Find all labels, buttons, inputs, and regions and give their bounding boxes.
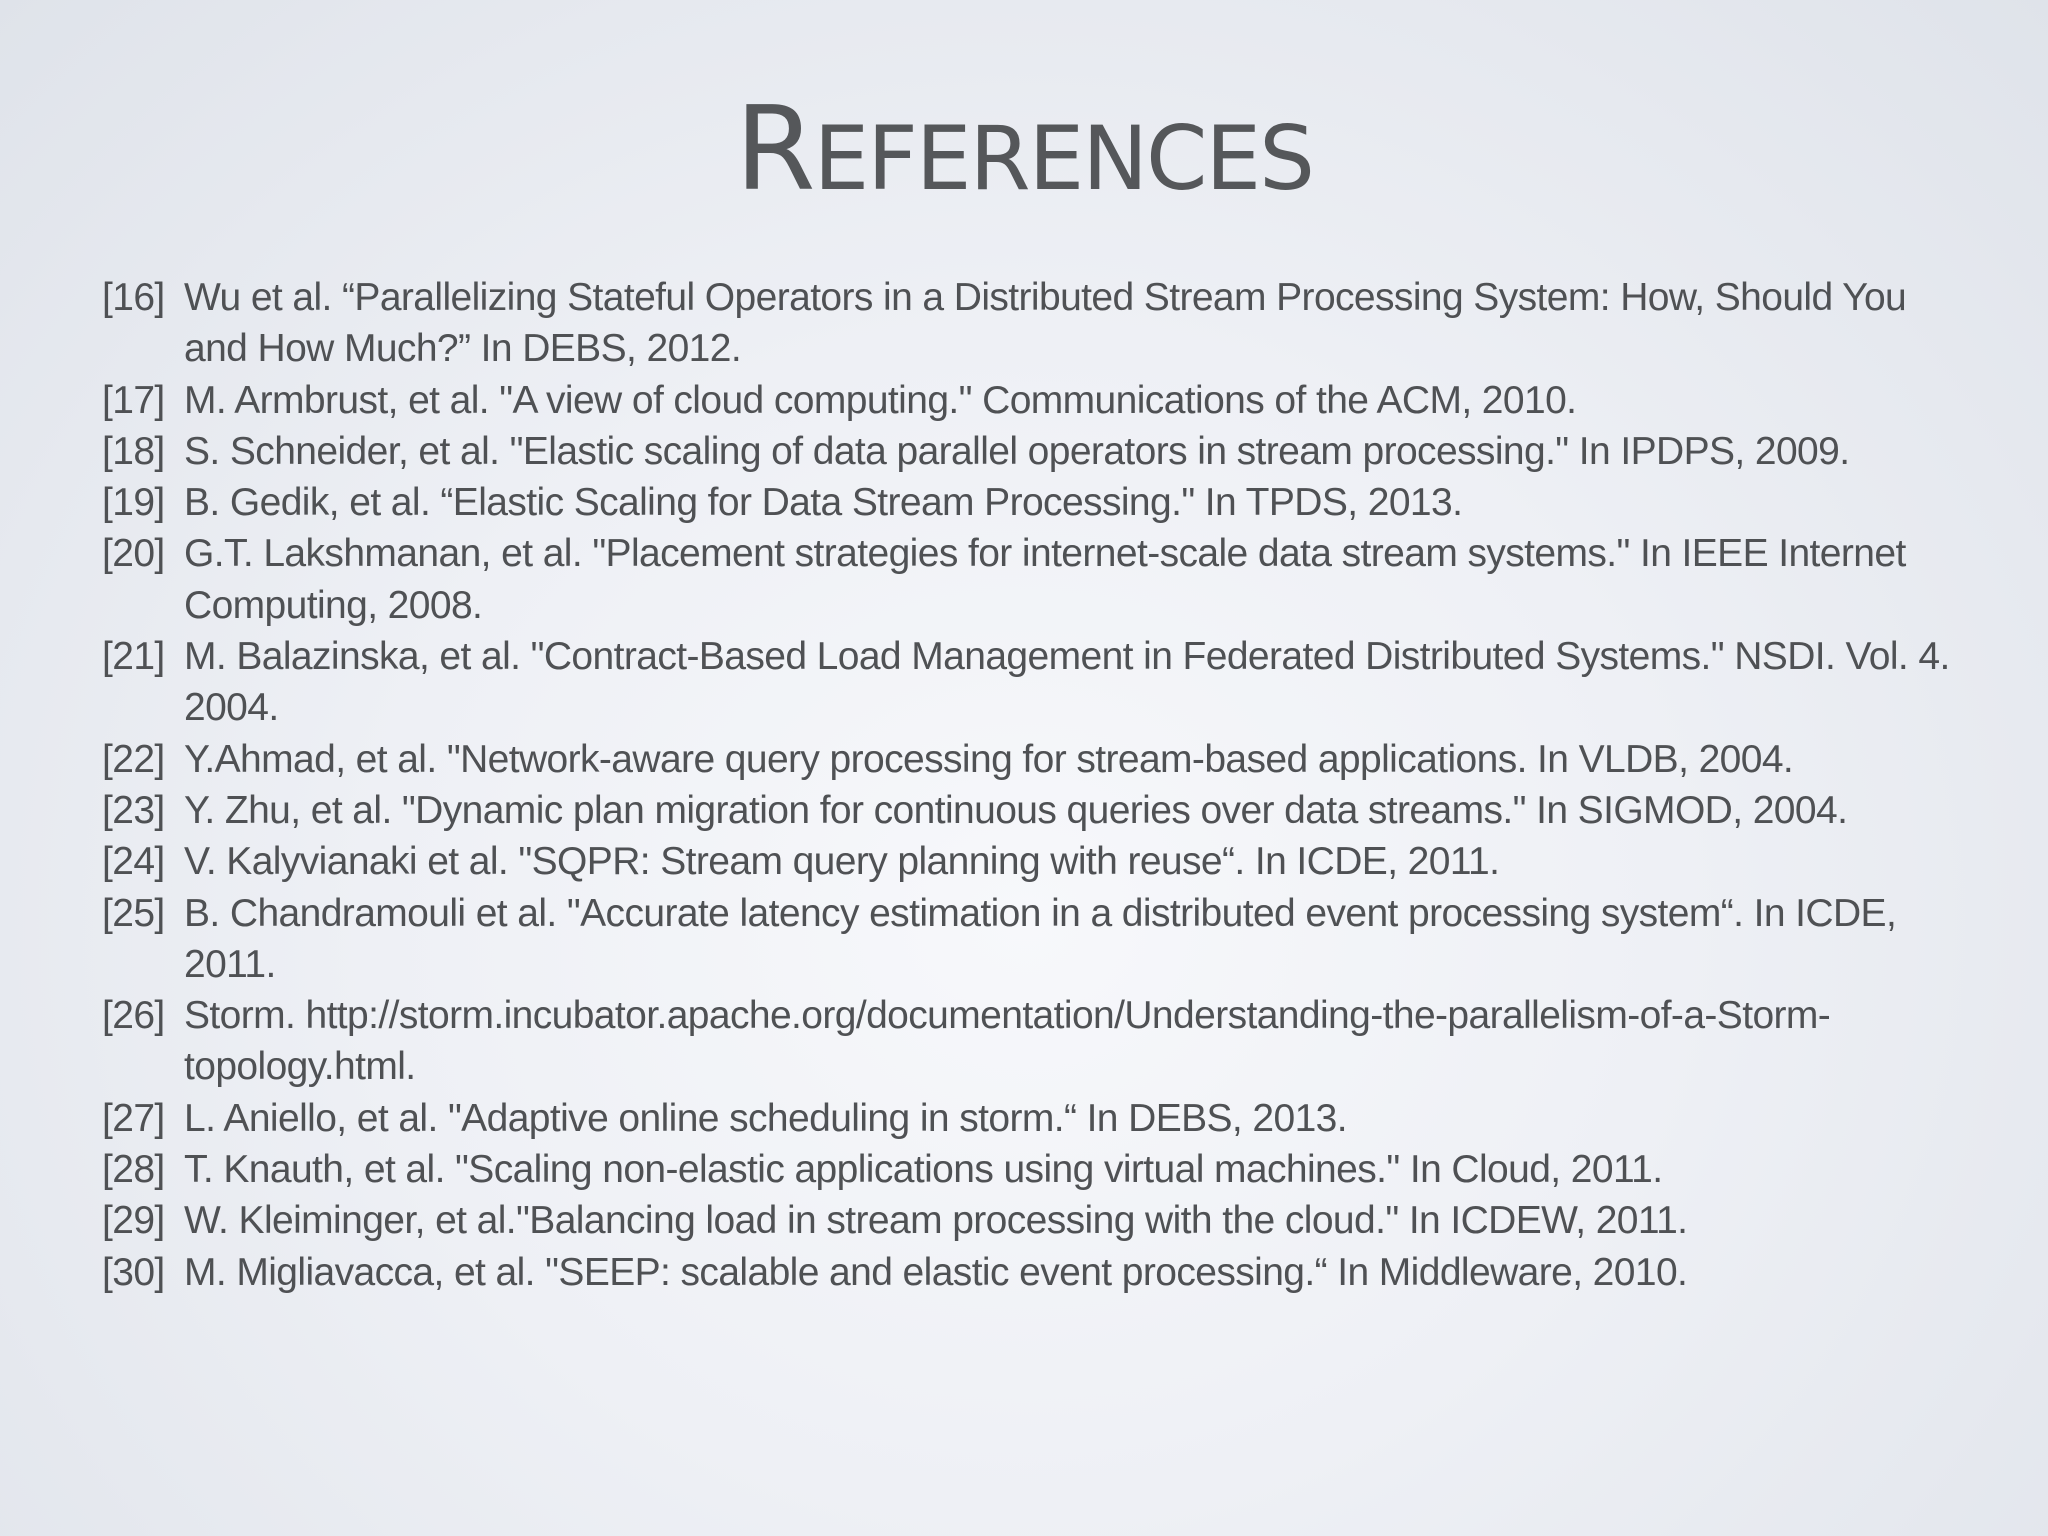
reference-number: [24] xyxy=(102,840,165,884)
reference-text: V. Kalyvianaki et al. "SQPR: Stream query planning with reuse“. In ICDE, 2011. xyxy=(184,840,1500,884)
reference-item xyxy=(102,1195,1962,1246)
reference-number: [27] xyxy=(102,1096,165,1140)
reference-item xyxy=(102,1093,1962,1144)
reference-number: [23] xyxy=(102,788,165,832)
slide-title xyxy=(0,82,2048,217)
reference-text: W. Kleiminger, et al."Balancing load in stream processing with the cloud." In ICDEW, 2011. xyxy=(184,1199,1688,1243)
reference-number: [30] xyxy=(102,1250,165,1294)
reference-text: G.T. Lakshmanan, et al. "Placement strategies for internet-scale data stream systems." In IEEE Internet Computing, 2008. xyxy=(184,532,1906,627)
reference-item xyxy=(102,1247,1962,1298)
reference-text: Y. Zhu, et al. "Dynamic plan migration for continuous queries over data streams." In SIGMOD, 2004. xyxy=(184,788,1848,832)
reference-text: Y.Ahmad, et al. "Network-aware query processing for stream-based applications. In VLDB, 2004. xyxy=(184,737,1794,781)
reference-number: [21] xyxy=(102,635,165,679)
reference-item xyxy=(102,375,1962,426)
reference-text: B. Gedik, et al. “Elastic Scaling for Data Stream Processing." In TPDS, 2013. xyxy=(184,481,1463,525)
reference-number: [20] xyxy=(102,532,165,576)
reference-text: M. Balazinska, et al. "Contract-Based Load Management in Federated Distributed Systems." NSDI. Vol. 4. 2004. xyxy=(184,635,1950,730)
reference-number: [19] xyxy=(102,481,165,525)
reference-text: M. Armbrust, et al. "A view of cloud computing." Communications of the ACM, 2010. xyxy=(184,378,1577,422)
reference-item xyxy=(102,631,1962,734)
reference-number: [29] xyxy=(102,1199,165,1243)
reference-item xyxy=(102,734,1962,785)
reference-item xyxy=(102,1144,1962,1195)
reference-number: [28] xyxy=(102,1148,165,1192)
reference-item xyxy=(102,477,1962,528)
reference-list xyxy=(102,272,1962,1298)
reference-item xyxy=(102,888,1962,991)
slide-title-initial: R xyxy=(735,82,814,217)
reference-number: [22] xyxy=(102,737,165,781)
reference-item xyxy=(102,785,1962,836)
reference-text: Wu et al. “Parallelizing Stateful Operators in a Distributed Stream Processing System: How, Should You and How Much?” In DEBS, 2012. xyxy=(184,276,1907,371)
reference-text: M. Migliavacca, et al. "SEEP: scalable and elastic event processing.“ In Middleware, 2010. xyxy=(184,1250,1688,1294)
reference-item xyxy=(102,836,1962,887)
reference-text: L. Aniello, et al. "Adaptive online scheduling in storm.“ In DEBS, 2013. xyxy=(184,1096,1348,1140)
reference-text: S. Schneider, et al. "Elastic scaling of data parallel operators in stream processing." In IPDPS, 2009. xyxy=(184,429,1850,473)
reference-text: B. Chandramouli et al. "Accurate latency estimation in a distributed event processing system“. In ICDE, 2011. xyxy=(184,891,1897,986)
reference-number: [25] xyxy=(102,891,165,935)
reference-text: T. Knauth, et al. "Scaling non-elastic applications using virtual machines." In Cloud, 2011. xyxy=(184,1148,1663,1192)
reference-item xyxy=(102,426,1962,477)
reference-number: [18] xyxy=(102,429,165,473)
reference-text: Storm. http://storm.incubator.apache.org/documentation/Understanding-the-parallelism-of-a-Storm-topology.html. xyxy=(184,994,1831,1089)
reference-number: [16] xyxy=(102,276,165,319)
reference-item xyxy=(102,990,1962,1093)
reference-item xyxy=(102,528,1962,631)
reference-item xyxy=(102,272,1962,375)
slide-title-rest: EFERENCES xyxy=(813,107,1313,210)
reference-number: [26] xyxy=(102,994,165,1038)
reference-number: [17] xyxy=(102,378,165,422)
